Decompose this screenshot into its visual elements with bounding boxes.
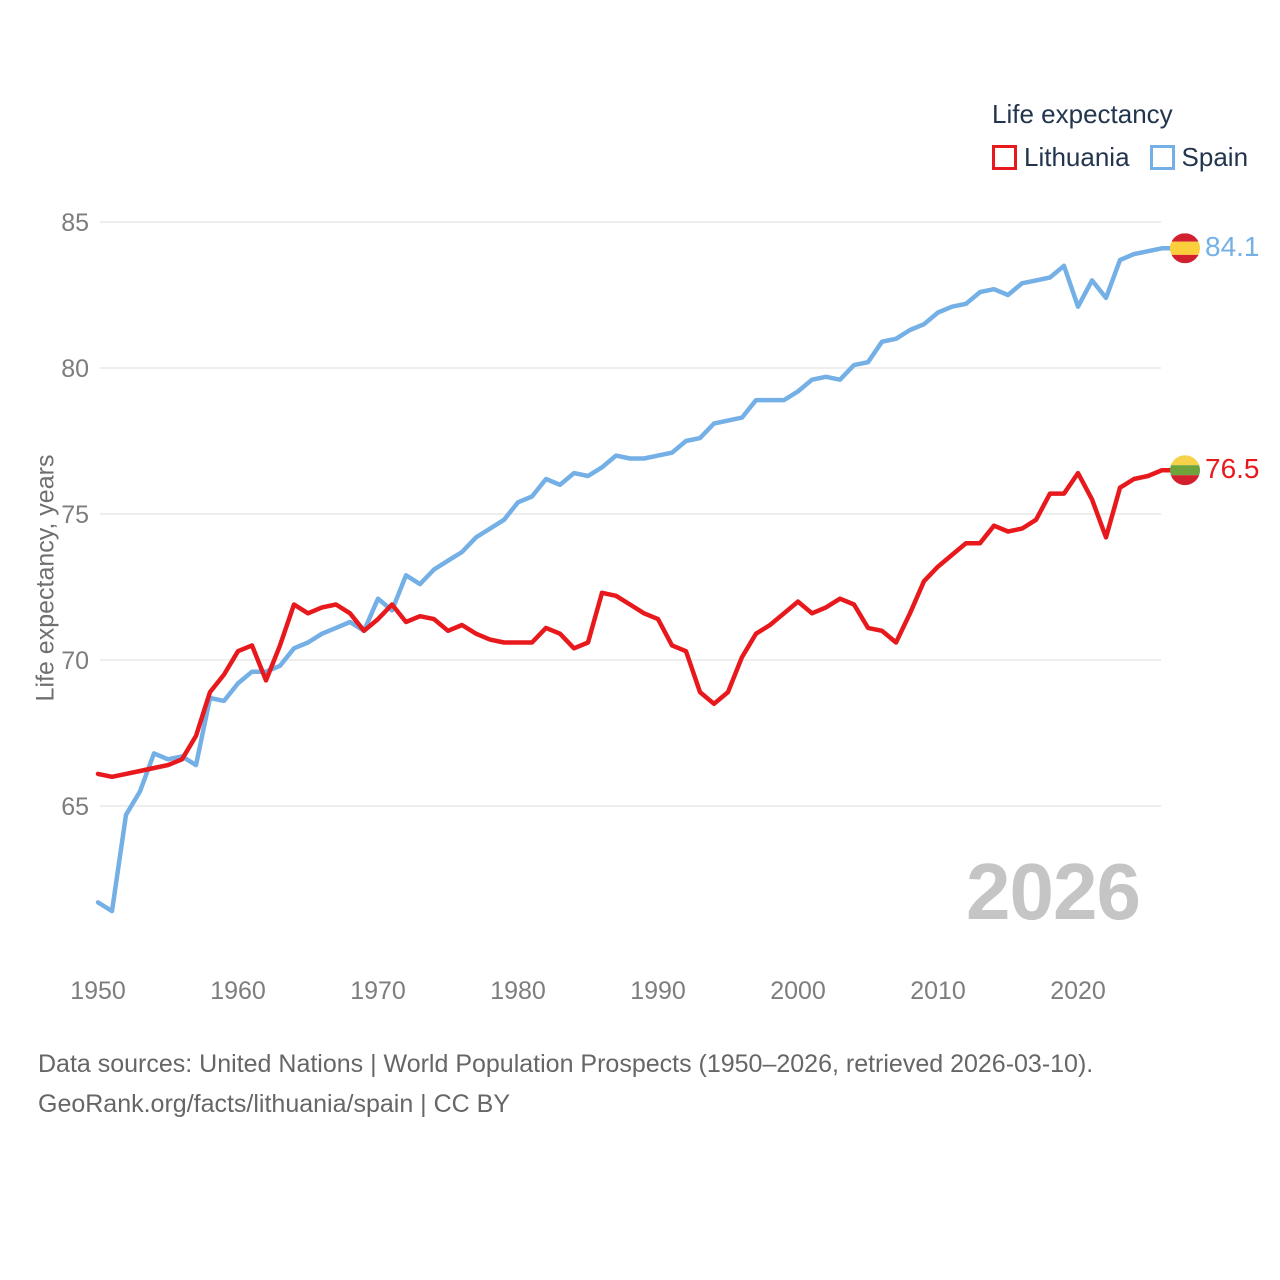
spain-flag-icon [1170,233,1200,263]
x-tick-label-1980: 1980 [490,977,546,1005]
year-watermark: 2026 [966,847,1140,936]
end-label-spain: 84.1 [1205,231,1260,263]
lithuania-flag-stripe-0 [1170,455,1200,465]
footer-data-sources: Data sources: United Nations | World Population Prospects (1950–2026, retrieved 2026-03-10). [38,1050,1094,1078]
x-tick-label-1950: 1950 [70,977,126,1005]
y-tick-label-80: 80 [61,354,89,383]
spain-color-swatch [1150,145,1175,170]
x-tick-label-2010: 2010 [910,977,966,1005]
lithuania-color-swatch [992,145,1017,170]
x-tick-label-1990: 1990 [630,977,686,1005]
y-tick-label-65: 65 [61,792,89,821]
y-axis-title: Life expectancy, years [31,454,60,702]
legend-item-lithuania [992,142,1130,173]
line-lithuania [98,470,1171,777]
line-spain [98,248,1171,911]
x-tick-label-2000: 2000 [770,977,826,1005]
footer-attribution: GeoRank.org/facts/lithuania/spain | CC BY [38,1090,511,1118]
legend [992,99,1248,173]
x-tick-label-1970: 1970 [350,977,406,1005]
legend-row [992,142,1248,173]
spain-flag-stripe-1 [1170,242,1200,255]
legend-title: Life expectancy [992,99,1173,129]
lithuania-flag-stripe-1 [1170,465,1200,475]
legend-item-spain [1150,142,1249,173]
spain-flag-stripe-0 [1170,233,1200,241]
y-tick-label-75: 75 [61,500,89,529]
lithuania-flag-icon [1170,455,1200,485]
end-label-lithuania: 76.5 [1205,453,1260,485]
legend-label-lithuania: Lithuania [1024,142,1130,172]
x-tick-label-1960: 1960 [210,977,266,1005]
y-tick-label-85: 85 [61,208,89,237]
lithuania-flag-stripe-2 [1170,475,1200,485]
x-tick-label-2020: 2020 [1050,977,1106,1005]
y-tick-label-70: 70 [61,646,89,675]
footer [38,1044,1093,1124]
legend-label-spain: Spain [1181,142,1249,172]
spain-flag-stripe-2 [1170,255,1200,263]
